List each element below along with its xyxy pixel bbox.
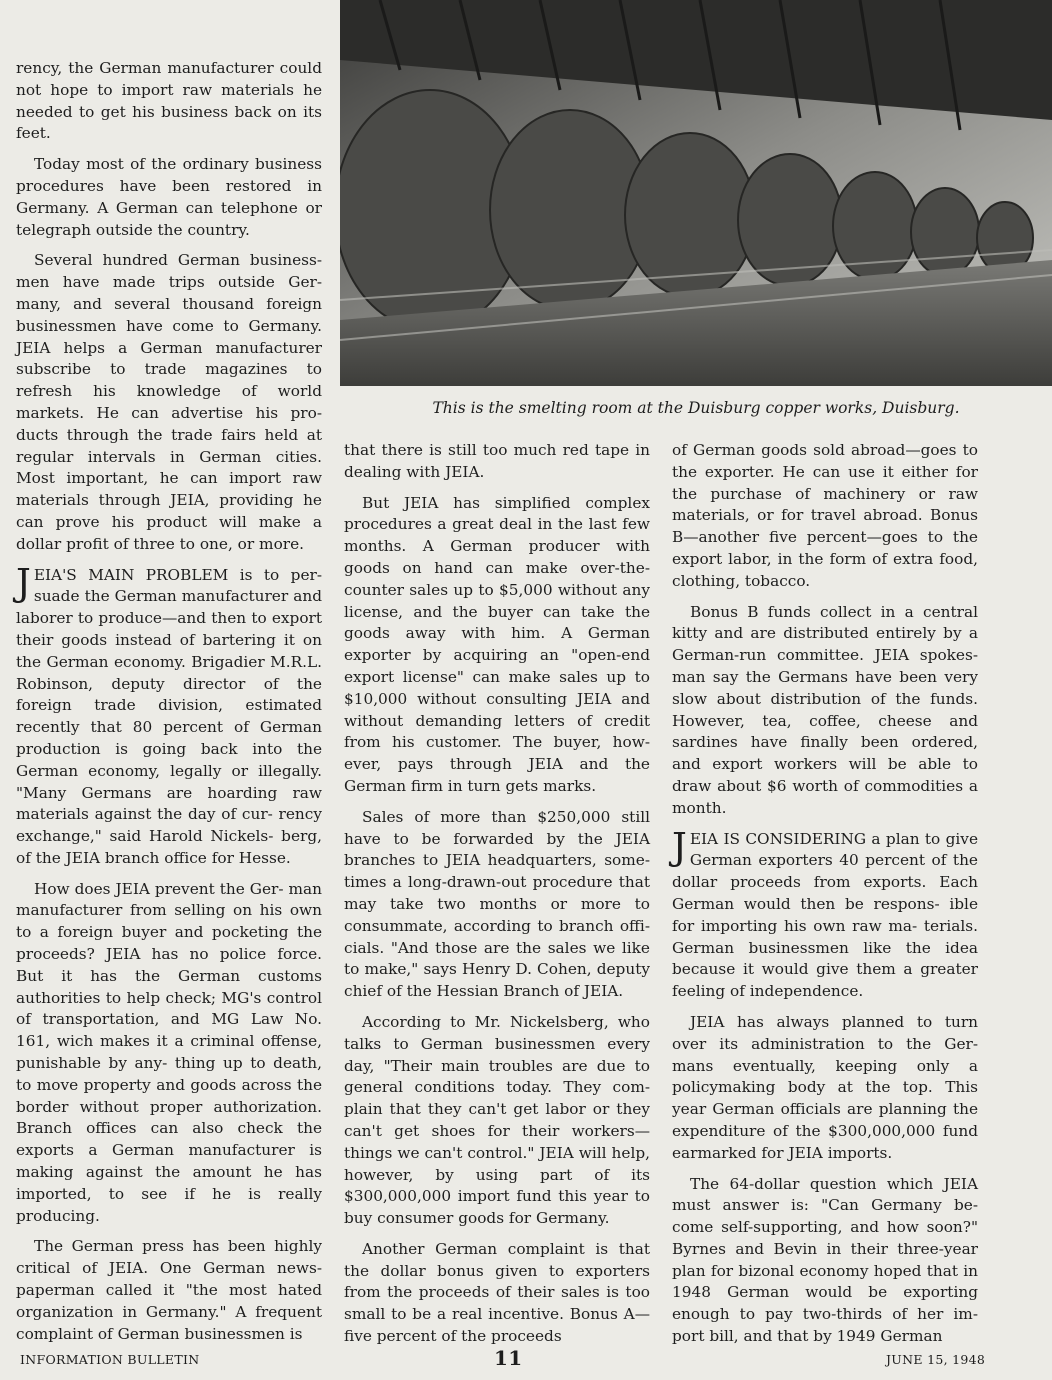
issue-date: JUNE 15, 1948 <box>886 1352 986 1367</box>
publication-name: INFORMATION BULLETIN <box>20 1352 200 1367</box>
paragraph: According to Mr. Nickelsberg, who talks to German businessmen every day, "Their main troubles are due to general conditions today. They com- plain that they can't get labor or they can't get shoes for their workers— things we can't control." JEIA will help, however, by using part of its $300,000,000 import fund this year to buy consumer goods for Germany. <box>344 1012 650 1228</box>
paragraph: that there is still too much red tape in dealing with JEIA. <box>344 441 650 481</box>
paragraph-dropcap <box>672 824 978 1003</box>
paragraph: The German press has been highly critical of JEIA. One German news- paperman called it "the most hated organization in Germany." A frequent complaint of German businessmen is <box>16 1237 322 1343</box>
page-footer <box>0 1346 1052 1376</box>
drop-cap: J <box>672 824 687 868</box>
paragraph: Several hundred German business- men have made trips outside Ger- many, and several thousand foreign businessmen have come to Germany. JEIA helps a German manufacturer subscribe to trade magazines to refresh his knowledge of world markets. He can advertise his pro- ducts through the trade fairs held at regular intervals in German cities. Most important, he can import raw materials through JEIA, providing he can prove his product will make a dollar profit of three to one, or more. <box>16 251 322 553</box>
paragraph: JEIA has always planned to turn over its administration to the Ger- mans eventually, keeping only a policymaking body at the top. This year German officials are planning the expenditure of the $300,000,000 fund earmarked for JEIA imports. <box>672 1012 978 1162</box>
paragraph: How does JEIA prevent the Ger- man manufacturer from selling on his own to a foreign buyer and pocketing the proceeds? JEIA has no police force. But it has the German customs authorities to help check; MG's control of transportation, and MG Law No. 161, wich makes it a criminal offense, punishable by any- thing up to death, to move property and goods across the border without proper authorization. Branch offices can also check the exports a German manufacturer is making against the amount he has imported, to see if he is really producing. <box>16 879 322 1225</box>
paragraph: of German goods sold abroad—goes to the exporter. He can use it either for the purchase of machinery or raw materials, or for travel abroad. Bonus B—another five percent—goes to the export labor, in the form of extra food, clothing, tobacco. <box>672 441 978 590</box>
smelting-room-photo <box>340 0 1052 386</box>
paragraph: rency, the German manufacturer could not hope to import raw materials he needed to get his business back on its feet. <box>16 59 322 143</box>
drop-cap: J <box>16 560 31 604</box>
paragraph: Another German complaint is that the dollar bonus given to exporters from the proceeds of their sales is too small to be a real incentive. Bonus A—five percent of the proceeds <box>344 1239 650 1346</box>
paragraph-text: EIA IS CONSIDERING a plan to give German exporters 40 percent of the dollar proceeds from exports. Each German would then be respons- ible for importing his own raw ma- terials. German businessmen like the idea because it would give them a greater feeling of independence. <box>672 829 978 1001</box>
column-3 <box>672 440 978 1357</box>
paragraph: Today most of the ordinary business procedures have been restored in Germany. A German can telephone or telegraph outside the country. <box>16 155 322 239</box>
paragraph: The 64-dollar question which JEIA must answer is: "Can Germany be- come self-supporting, and how soon?" Byrnes and Bevin in their three-year plan for bizonal economy hoped that in 1948 German would be exporting enough to pay two-thirds of her im- port bill, and that by 1949 German <box>672 1174 978 1346</box>
paragraph: Bonus B funds collect in a central kitty and are distributed entirely by a German-run committee. JEIA spokes- man say the Germans have been very slow about distribution of the funds. However, tea, coffee, cheese and sardines have finally been ordered, and export workers will be able to draw about $6 worth of commodities a month. <box>672 602 978 817</box>
smelting-room-image <box>340 0 1052 386</box>
paragraph-dropcap <box>16 560 322 870</box>
paragraph: But JEIA has simplified complex procedures a great deal in the last few months. A German producer with goods on hand can make over-the- counter sales up to $5,000 without any license, and the buyer can take the goods away with him. A German exporter by acquiring an "open-end export license" can make sales up to $10,000 without consulting JEIA and without demanding letters of credit from his customer. The buyer, how- ever, pays through JEIA and the German firm in turn gets marks. <box>344 493 650 795</box>
page-number: 11 <box>494 1346 523 1370</box>
column-1 <box>16 58 322 1354</box>
paragraph: Sales of more than $250,000 still have to be forwarded by the JEIA branches to JEIA headquarters, some- times a long-drawn-out procedure that may take two months or more to consummate, according to branch offi- cials. "And those are the sales we like to make," says Henry D. Cohen, deputy chief of the Hessian Branch of JEIA. <box>344 807 650 1001</box>
column-2 <box>344 440 650 1357</box>
paragraph-text: EIA'S MAIN PROBLEM is to per- suade the German manufacturer and laborer to produce—and then to export their goods instead of bartering it on the German economy. Brigadier M.R.L. Robinson, deputy director of the foreign trade division, estimated recently that 80 percent of German production is going back into the German economy, legally or illegally. "Many Germans are hoarding raw materials against the day of cur- rency exchange," said Harold Nickels- berg, of the JEIA branch office for Hesse. <box>16 565 322 867</box>
photo-caption: This is the smelting room at the Duisburg copper works, Duisburg. <box>432 399 960 417</box>
